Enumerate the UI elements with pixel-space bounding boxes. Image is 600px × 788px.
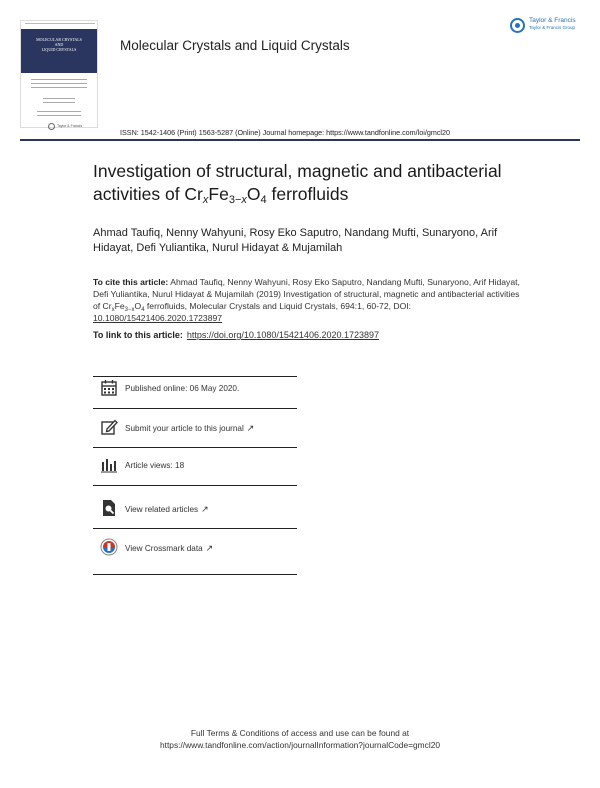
divider [93,376,297,377]
publisher-logo [510,16,590,40]
citation-sub3: 4 [141,307,145,313]
citation-text-part3: O [134,301,142,311]
link-to-article [93,330,379,340]
article-views-text: Article views: 18 [125,461,185,470]
small-logo-icon [48,123,55,130]
cover-title-line1: MOLECULAR CRYSTALS [36,37,82,42]
external-link-icon: ↗ [246,423,255,433]
citation-label: To cite this article: [93,277,169,287]
crossmark-label: View Crossmark data [125,544,203,553]
cover-title-line2: AND [54,42,64,47]
title-sub3: 4 [260,194,267,206]
published-online-text: Published online: 06 May 2020. [125,384,240,393]
citation-text-part4: ferrofluids, Molecular Crystals and Liquid Crystals, 694:1, 60-72, DOI: [144,301,412,311]
title-sub2-var: x [241,194,247,206]
title-part1: Investigation of structural, magnetic and antibacterial activities of Cr [93,161,502,204]
bar-chart-icon [100,456,118,474]
article-authors: Ahmad Taufiq, Nenny Wahyuni, Rosy Eko Saputro, Nandang Mufti, Sunaryono, Arif Hidayat, Defi Yuliantika, Nurul Hidayat & Mujamilah [93,227,498,254]
article-views-row [100,456,310,480]
divider [93,528,297,529]
link-label: To link to this article: [93,330,183,340]
submit-article-link[interactable] [125,423,254,434]
crossmark-link[interactable] [125,543,213,554]
small-publisher-logo [48,123,82,131]
divider [93,574,297,575]
issn-line [120,128,450,137]
article-title [93,160,533,206]
journal-title: Molecular Crystals and Liquid Crystals [120,38,350,53]
citation-sub1: x [111,307,115,313]
publisher-name: Taylor & Francis [529,17,576,24]
title-sub1: x [202,194,209,206]
article-doi-url[interactable]: https://doi.org/10.1080/15421406.2020.1723897 [186,330,380,340]
divider [93,408,297,409]
title-part2: Fe [208,184,229,204]
citation-text-part1: Ahmad Taufiq, Nenny Wahyuni, Rosy Eko Saputro, Nandang Mufti, Sunaryono, Arif Hidayat, Defi Yuliantika, Nurul Hidayat & Mujamilah (2019) Investigation of structural, magnetic and antibacterial activities of Cr [93,277,520,311]
title-sub2-num: 3− [228,194,242,206]
cover-text-line [43,102,75,103]
divider [93,447,297,448]
cover-text-line [31,79,87,80]
cover-text-line [31,87,87,88]
citation-block [93,276,523,324]
external-link-icon: ↗ [201,504,209,514]
related-articles-label: View related articles [125,505,199,514]
publisher-subtitle: Taylor & Francis Group [529,25,576,30]
journal-cover-thumbnail [20,20,98,128]
footer [0,727,600,751]
title-part3: O [246,184,261,204]
submit-article-row[interactable] [100,418,310,442]
cover-title-line3: LIQUID CRYSTALS [41,47,77,52]
citation-text-part2: Fe [114,301,125,311]
crossmark-row[interactable] [100,538,310,562]
divider [93,485,297,486]
search-document-icon [100,499,118,517]
cover-top-line [25,23,95,26]
cover-text-line [43,98,75,99]
edit-icon [100,418,118,436]
footer-line1: Full Terms & Conditions of access and use can be found at [190,728,410,738]
published-online-row [100,379,310,403]
related-articles-link[interactable] [125,504,209,515]
small-logo-text: Taylor & Francis [57,124,83,128]
title-part4: ferrofluids [266,184,349,204]
external-link-icon: ↗ [205,543,214,553]
related-articles-row[interactable] [100,499,310,523]
cover-text-line [31,83,87,84]
cover-text-line [37,115,81,116]
crossmark-icon [100,538,118,556]
journal-homepage-link[interactable]: https://www.tandfonline.com/loi/gmcl20 [326,128,451,137]
submit-article-label: Submit your article to this journal [125,424,244,433]
citation-sub2: 3−x [124,307,135,313]
header-divider [20,139,580,141]
issn-text: ISSN: 1542-1406 (Print) 1563-5287 (Online) Journal homepage: [120,128,327,137]
calendar-icon [100,379,118,397]
cover-text-line [37,111,81,112]
cover-title-band [21,29,97,73]
footer-terms-link[interactable]: https://www.tandfonline.com/action/journalInformation?journalCode=gmcl20 [159,740,441,750]
publisher-logo-icon [510,18,525,33]
citation-doi-link[interactable]: 10.1080/15421406.2020.1723897 [93,313,223,323]
